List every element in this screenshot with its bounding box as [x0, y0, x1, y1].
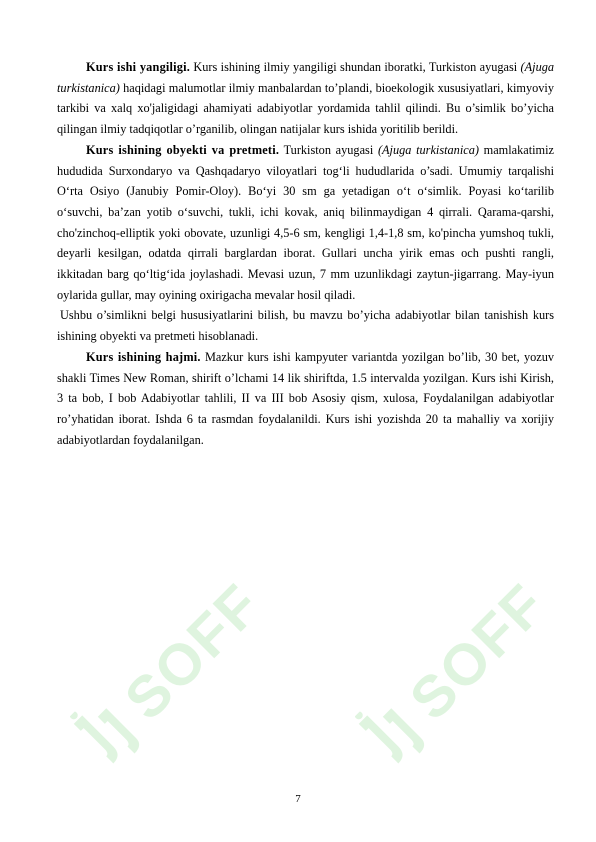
- paragraph-heading: Kurs ishining hajmi.: [86, 349, 201, 364]
- paragraph-text: haqidagi malumotlar ilmiy manbalardan to’plandi, bioekologik xususiyatlari, kimyoviy tarkibi va xalq xo'jaligidagi ahamiyati adabiyotlar yordamida tahlil qilindi. Bu o’simlik bo’yicha qilingan ilmiy tadqiqotlar o’rganilib, olingan natijalar kurs ishida yoritilib berildi.: [57, 80, 554, 137]
- page-number: 7: [295, 793, 301, 805]
- soff-logo-mark-icon: [347, 686, 439, 778]
- paragraph-3: [57, 305, 554, 346]
- paragraph-4: [57, 347, 554, 451]
- paragraph-heading: Kurs ishining obyekti va pretmeti.: [86, 142, 280, 157]
- paragraph-text: Ushbu o’simlikni belgi hususiyatlarini bilish, bu mavzu bo’yicha adabiyotlar bilan tanishish kurs ishining obyekti va pretmeti hisoblanadi.: [57, 308, 554, 344]
- latin-name: (Ajuga turkistanica): [57, 60, 555, 95]
- watermark-left: [47, 567, 273, 793]
- paragraph-text: Kurs ishining ilmiy yangiligi shundan iboratki, Turkiston ayugasi: [190, 60, 521, 74]
- paragraph-text: mamlakatimiz hududida Surxondaryo va Qashqadaryo viloyatlari tog‘li hududlarida o’sadi. Umumiy tarqalishi O‘rta Osiyo (Janubiy Pomir-Oloy). Bo‘yi 30 sm ga yetadigan o‘t o‘simlik. Poyasi ko‘tarilib o‘suvchi, ba’zan yotib o‘suvchi, tukli, ichi kovak, aniq bilinmaydigan 4 qirrali. Qarama-qarshi, cho'zinchoq-elliptik yoki obovate, uzunligi 4,5-6 sm, kengligi 1,4-1,8 sm, ko'pincha yumshoq tukli, deyarli kesilgan, odatda qirrali barglardan iborat. Gullari uncha yirik emas och pushti rangli, ikkitadan barg qo‘ltig‘ida joylashadi. Mevasi uzun, 7 mm uzunlikdagi zaytun-jigarrang. May-iyun oylarida gullar, may oyining oxirigacha mevalar hosil qiladi.: [57, 142, 554, 302]
- paragraph-1: [57, 57, 554, 140]
- latin-name: (Ajuga turkistanica): [377, 142, 479, 157]
- watermark-text: SOFF: [397, 571, 559, 733]
- paragraph-text: Mazkur kurs ishi kampyuter variantda yozilgan bo’lib, 30 bet, yozuv shakli Times New Roman, shirift o’lchami 14 lik shiriftda, 1.5 intervalda yozilgan. Kurs ishi Kirish, 3 ta bob, I bob Adabiyotlar tahlili, II va III bob Asosiy qism, xulosa, Foydalanilgan adabiyotlar ro’yhatidan iborat. Ishda 6 ta rasmdan foydalanildi. Kurs ishi yozishda 20 ta mahalliy va xorijiy adabiyotlardan foydalanilgan.: [57, 349, 555, 447]
- paragraph-2: [57, 140, 554, 306]
- watermark-text: SOFF: [112, 571, 274, 733]
- paragraph-text: Turkiston ayugasi: [279, 142, 378, 157]
- soff-logo-mark-icon: [62, 686, 154, 778]
- paragraph-heading: Kurs ishi yangiligi.: [86, 60, 191, 74]
- watermark-right: [332, 567, 558, 793]
- document-body: [57, 57, 554, 450]
